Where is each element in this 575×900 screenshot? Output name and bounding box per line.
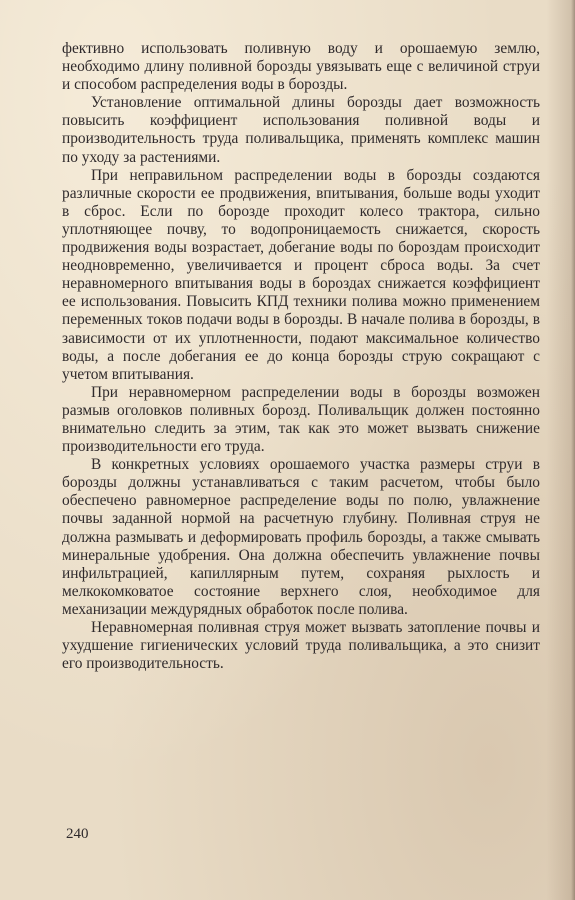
paragraph-3: При неправильном распределении воды в борозды создаются различные скорости ее продвижения, впитывания, больше воды уходит в сброс. Если по борозде проходит колесо трактора, сильно уплотняющее почву, то водопроницаемость снижается, скорость продвижения воды возрастает, добегание воды по бороздам происходит неодновременно, увеличивается и процент сброса воды. За счет неравномерного впитывания воды в бороздах снижается коэффициент ее использования. Повысить КПД техники полива можно применением переменных токов подачи воды в борозды. В начале полива в борозды, в зависимости от их уплотненности, подают максимальное количество воды, а после добегания ее до конца борозды струю сокращают с учетом впитывания.: [62, 166, 540, 383]
paragraph-1: фективно использовать поливную воду и орошаемую землю, необходимо длину поливной борозды увязывать еще с величиной струи и способом распределения воды в борозды.: [62, 40, 540, 94]
page-text: [62, 40, 540, 673]
page-number: 240: [66, 826, 89, 842]
page-edge-shadow: [571, 0, 575, 900]
paragraph-4: При неравномерном распределении воды в борозды возможен размыв оголовков поливных борозд. Поливальщик должен постоянно внимательно следить за этим, так как это может вызвать снижение производительности его труда.: [62, 383, 540, 456]
paragraph-2: Установление оптимальной длины борозды дает возможность повысить коэффициент использования поливной воды и производительность труда поливальщика, применять комплекс машин по уходу за растениями.: [62, 94, 540, 166]
paragraph-6: Неравномерная поливная струя может вызвать затопление почвы и ухудшение гигиенических условий труда поливальщика, а это снизит его производительность.: [62, 619, 540, 673]
paragraph-5: В конкретных условиях орошаемого участка размеры струи в борозды должны устанавливаться с таким расчетом, чтобы было обеспечено равномерное распределение воды по полю, увлажнение почвы заданной нормой на расчетную глубину. Поливная струя не должна размывать и деформировать профиль борозды, а также смывать минеральные удобрения. Она должна обеспечить увлажнение почвы инфильтрацией, капиллярным путем, сохраняя рыхлость и мелкокомковатое состояние верхнего слоя, необходимое для механизации междурядных обработок после полива.: [62, 456, 540, 618]
